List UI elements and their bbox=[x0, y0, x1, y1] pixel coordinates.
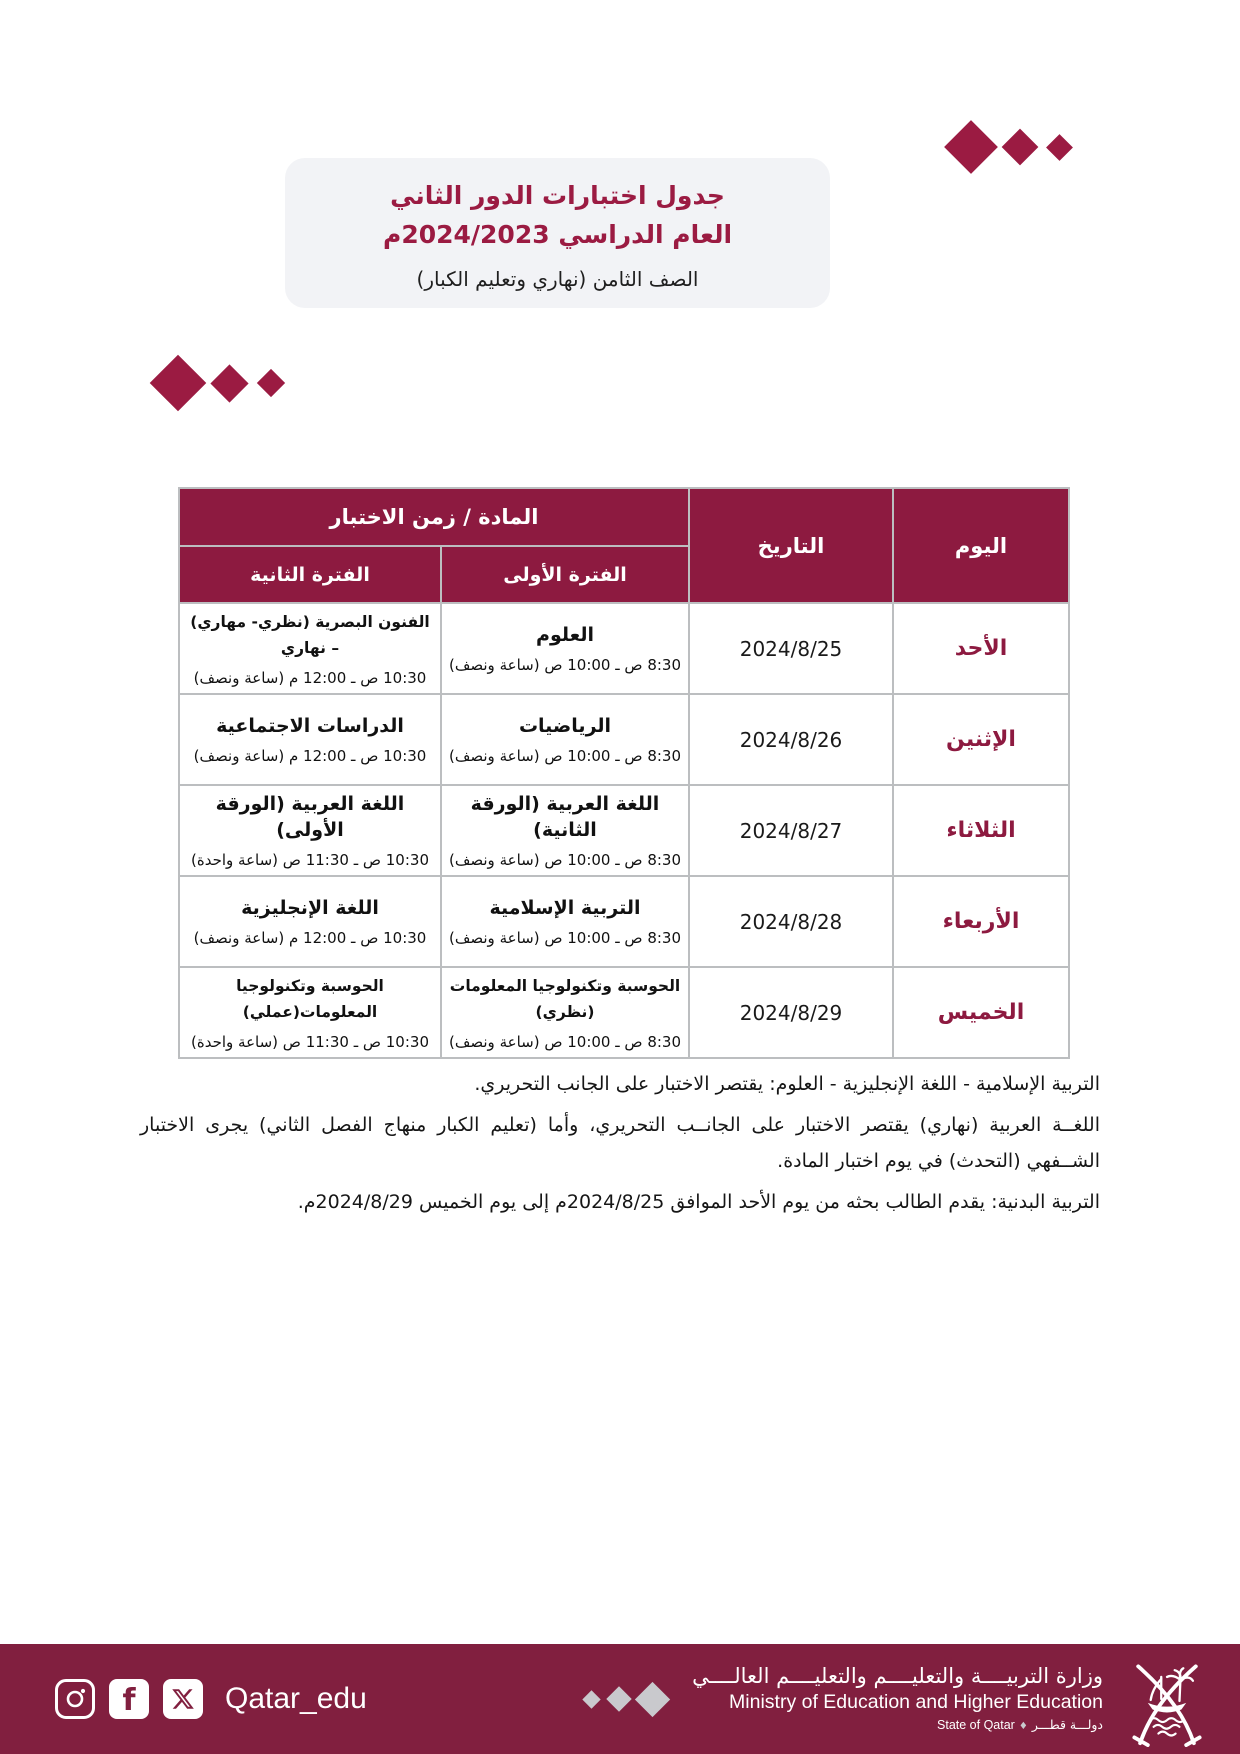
period1-cell bbox=[441, 967, 689, 1058]
table-row-thursday bbox=[179, 967, 1069, 1058]
table-row-wednesday bbox=[179, 876, 1069, 967]
diamond-icon bbox=[944, 120, 998, 174]
subject: الفنون البصرية (نظري- مهاري) – نهاري bbox=[190, 613, 430, 657]
period2-cell bbox=[179, 694, 441, 785]
x-icon[interactable] bbox=[163, 1679, 203, 1719]
state-of-qatar-line bbox=[692, 1715, 1103, 1736]
day-cell: الأحد bbox=[893, 603, 1069, 694]
note-line: التربية البدنية: يقدم الطالب بحثه من يوم الأحد الموافق 2024/8/25م إلى يوم الخميس 2024/8/29م. bbox=[297, 1191, 1100, 1213]
diamond-icon bbox=[257, 369, 285, 397]
period1-cell bbox=[441, 785, 689, 876]
table-row-sunday bbox=[179, 603, 1069, 694]
column-header-date: التاريخ bbox=[689, 488, 893, 603]
period2-cell bbox=[179, 603, 441, 694]
ministry-branding bbox=[692, 1644, 1215, 1754]
period2-cell bbox=[179, 967, 441, 1058]
state-english: State of Qatar bbox=[937, 1717, 1015, 1732]
exam-time: 8:30 ص ـ 10:00 ص (ساعة ونصف) bbox=[449, 1033, 681, 1051]
page-subtitle: الصف الثامن (نهاري وتعليم الكبار) bbox=[416, 266, 699, 291]
column-header-day: اليوم bbox=[893, 488, 1069, 603]
diamond-decoration-left bbox=[158, 358, 281, 408]
day-cell: الإثنين bbox=[893, 694, 1069, 785]
exam-schedule-table bbox=[178, 487, 1070, 1059]
social-handle: Qatar_edu bbox=[225, 1682, 367, 1715]
column-header-subject-time: المادة / زمن الاختبار bbox=[179, 488, 689, 546]
day-cell: الأربعاء bbox=[893, 876, 1069, 967]
exam-time: 10:30 ص ـ 12:00 م (ساعة ونصف) bbox=[193, 747, 427, 765]
period1-cell bbox=[441, 876, 689, 967]
date-cell: 2024/8/29 bbox=[689, 967, 893, 1058]
subject: الرياضيات bbox=[518, 715, 612, 737]
date-cell: 2024/8/25 bbox=[689, 603, 893, 694]
period2-cell bbox=[179, 876, 441, 967]
page-title-line2: العام الدراسي 2024/2023م bbox=[382, 219, 733, 249]
ministry-emblem bbox=[1119, 1651, 1215, 1747]
exam-time: 10:30 ص ـ 11:30 ص (ساعة واحدة) bbox=[190, 851, 429, 869]
day-cell: الثلاثاء bbox=[893, 785, 1069, 876]
diamond-icon bbox=[635, 1681, 670, 1716]
facebook-icon[interactable]: f bbox=[109, 1679, 149, 1719]
subject: التربية الإسلامية bbox=[489, 897, 641, 919]
exam-time: 8:30 ص ـ 10:00 ص (ساعة ونصف) bbox=[449, 851, 681, 869]
period1-cell bbox=[441, 694, 689, 785]
date-cell: 2024/8/27 bbox=[689, 785, 893, 876]
exam-time: 8:30 ص ـ 10:00 ص (ساعة ونصف) bbox=[449, 929, 681, 947]
instagram-icon[interactable] bbox=[55, 1679, 95, 1719]
date-cell: 2024/8/28 bbox=[689, 876, 893, 967]
date-cell: 2024/8/26 bbox=[689, 694, 893, 785]
diamond-icon bbox=[606, 1686, 631, 1711]
notes-section bbox=[140, 1066, 1100, 1225]
note-line: التربية الإسلامية - اللغة الإنجليزية - العلوم: يقتصر الاختبار على الجانب التحريري. bbox=[474, 1073, 1100, 1095]
footer-bar bbox=[0, 1644, 1240, 1754]
exam-time: 8:30 ص ـ 10:00 ص (ساعة ونصف) bbox=[449, 747, 681, 765]
diamond-decoration-top-right bbox=[952, 124, 1069, 170]
period2-cell bbox=[179, 785, 441, 876]
diamond-separator-icon: ♦ bbox=[1018, 1720, 1028, 1732]
period1-cell bbox=[441, 603, 689, 694]
subject: الحوسبة وتكنولوجيا المعلومات(عملي) bbox=[236, 977, 384, 1021]
social-links bbox=[55, 1644, 367, 1754]
exam-time: 8:30 ص ـ 10:00 ص (ساعة ونصف) bbox=[449, 656, 681, 674]
subject: اللغة العربية (الورقة الأولى) bbox=[215, 793, 405, 841]
diamond-icon bbox=[150, 355, 207, 412]
diamond-icon bbox=[1002, 129, 1039, 166]
subject: العلوم bbox=[536, 624, 594, 646]
subject: اللغة العربية (الورقة الثانية) bbox=[470, 793, 660, 841]
diamond-decoration-footer bbox=[585, 1644, 665, 1754]
exam-time: 10:30 ص ـ 11:30 ص (ساعة واحدة) bbox=[190, 1033, 429, 1051]
subject: الحوسبة وتكنولوجيا المعلومات (نظري) bbox=[449, 977, 681, 1021]
page-title-line1: جدول اختبارات الدور الثاني bbox=[390, 180, 725, 210]
diamond-icon bbox=[1046, 134, 1073, 161]
column-header-period2: الفترة الثانية bbox=[179, 546, 441, 603]
subject: الدراسات الاجتماعية bbox=[216, 715, 404, 737]
exam-time: 10:30 ص ـ 12:00 م (ساعة ونصف) bbox=[193, 669, 427, 687]
subject: اللغة الإنجليزية bbox=[241, 897, 379, 919]
diamond-icon bbox=[582, 1690, 600, 1708]
note-line: اللغــة العربية (نهاري) يقتصر الاختبار على الجانــب التحريري، وأما (تعليم الكبار منهاج الفصل الثاني) يجرى الاختبار الشــفهي (التحدث) في يوم اختبار المادة. bbox=[140, 1114, 1100, 1172]
table-row-monday bbox=[179, 694, 1069, 785]
title-box bbox=[285, 158, 830, 308]
column-header-period1: الفترة الأولى bbox=[441, 546, 689, 603]
ministry-name-arabic: وزارة التربيــــة والتعليــــم والتعليــــم العالــــي bbox=[692, 1663, 1103, 1688]
state-arabic: دولـــة قطـــر bbox=[1031, 1716, 1103, 1732]
day-cell: الخميس bbox=[893, 967, 1069, 1058]
exam-time: 10:30 ص ـ 12:00 م (ساعة ونصف) bbox=[193, 929, 427, 947]
ministry-name-block bbox=[692, 1663, 1103, 1736]
diamond-icon bbox=[210, 364, 248, 402]
ministry-name-english: Ministry of Education and Higher Education bbox=[729, 1690, 1103, 1713]
table-row-tuesday bbox=[179, 785, 1069, 876]
